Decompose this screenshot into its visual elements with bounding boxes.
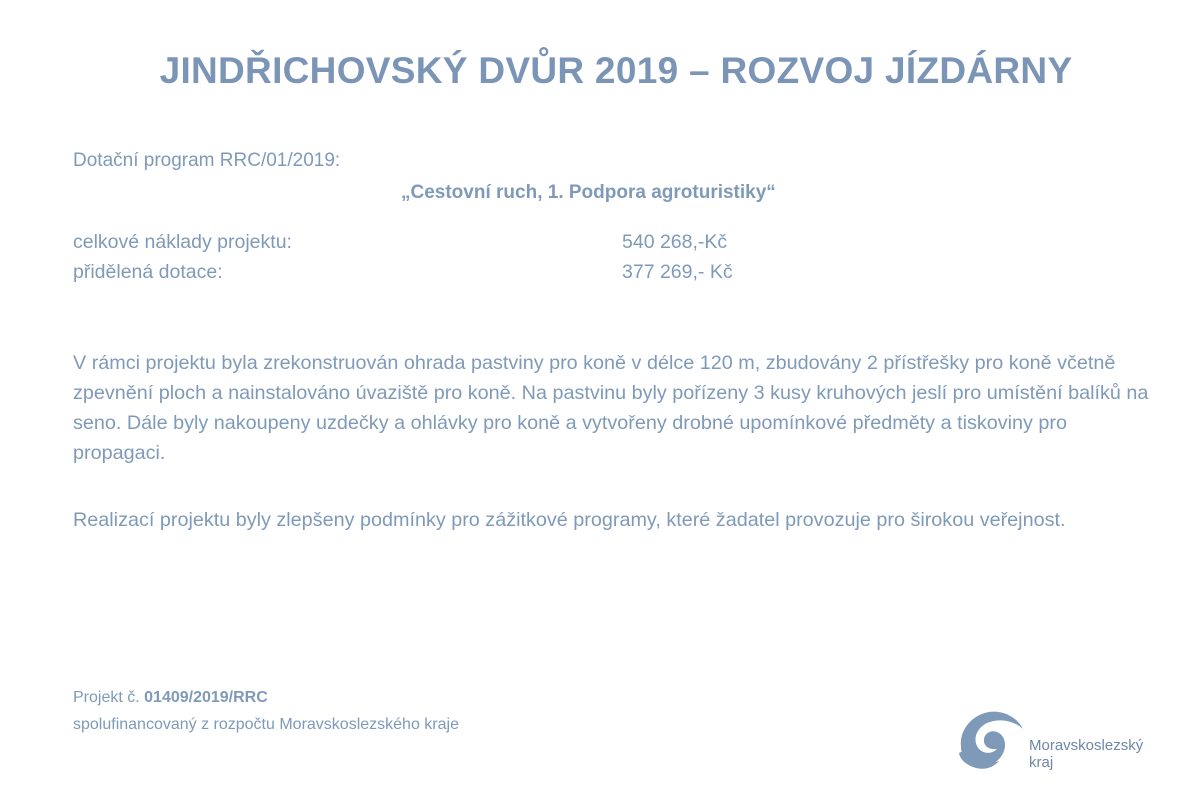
region-logo (955, 705, 1165, 780)
logo-text (1029, 737, 1143, 771)
project-number: 01409/2019/RRC (144, 689, 268, 706)
logo-text-line1: Moravskoslezský (1029, 737, 1144, 754)
page-title: JINDŘICHOVSKÝ DVŮR 2019 – ROZVOJ JÍZDÁRNY (159, 50, 1073, 91)
cost-label: celkové náklady projektu: (73, 231, 292, 253)
grant-value: 377 269,- Kč (622, 261, 733, 283)
result-paragraph: Realizací projektu byly zlepšeny podmínky pro zážitkové programy, které žadatel provozuje pro širokou veřejnost. (73, 509, 1066, 531)
program-name: „Cestovní ruch, 1. Podpora agroturistiky“ (401, 182, 776, 203)
cofinanced-line: spolufinancovaný z rozpočtu Moravskoslezského kraje (73, 716, 459, 733)
description-paragraph: V rámci projektu byla zrekonstruován ohrada pastviny pro koně v délce 120 m, zbudovány 2 přístřešky pro koně včetně zpevnění ploch a nainstalováno úvaziště pro koně. Na pastvinu byly pořízeny 3 kusy kruhových jeslí pro umístění balíků na seno. Dále byly nakoupeny uzdečky a ohlávky pro koně a vytvořeny drobné upomínkové předměty a tiskoviny pro propagaci. (73, 352, 1149, 464)
grant-label: přidělená dotace: (73, 261, 223, 283)
project-prefix: Projekt č. (73, 689, 145, 706)
logo-text-line2: kraj (1029, 754, 1054, 771)
cost-value: 540 268,-Kč (622, 231, 728, 253)
moravskoslezsky-kraj-logo-icon (955, 705, 1027, 777)
project-number-line (73, 689, 268, 707)
program-label: Dotační program RRC/01/2019: (73, 150, 341, 171)
